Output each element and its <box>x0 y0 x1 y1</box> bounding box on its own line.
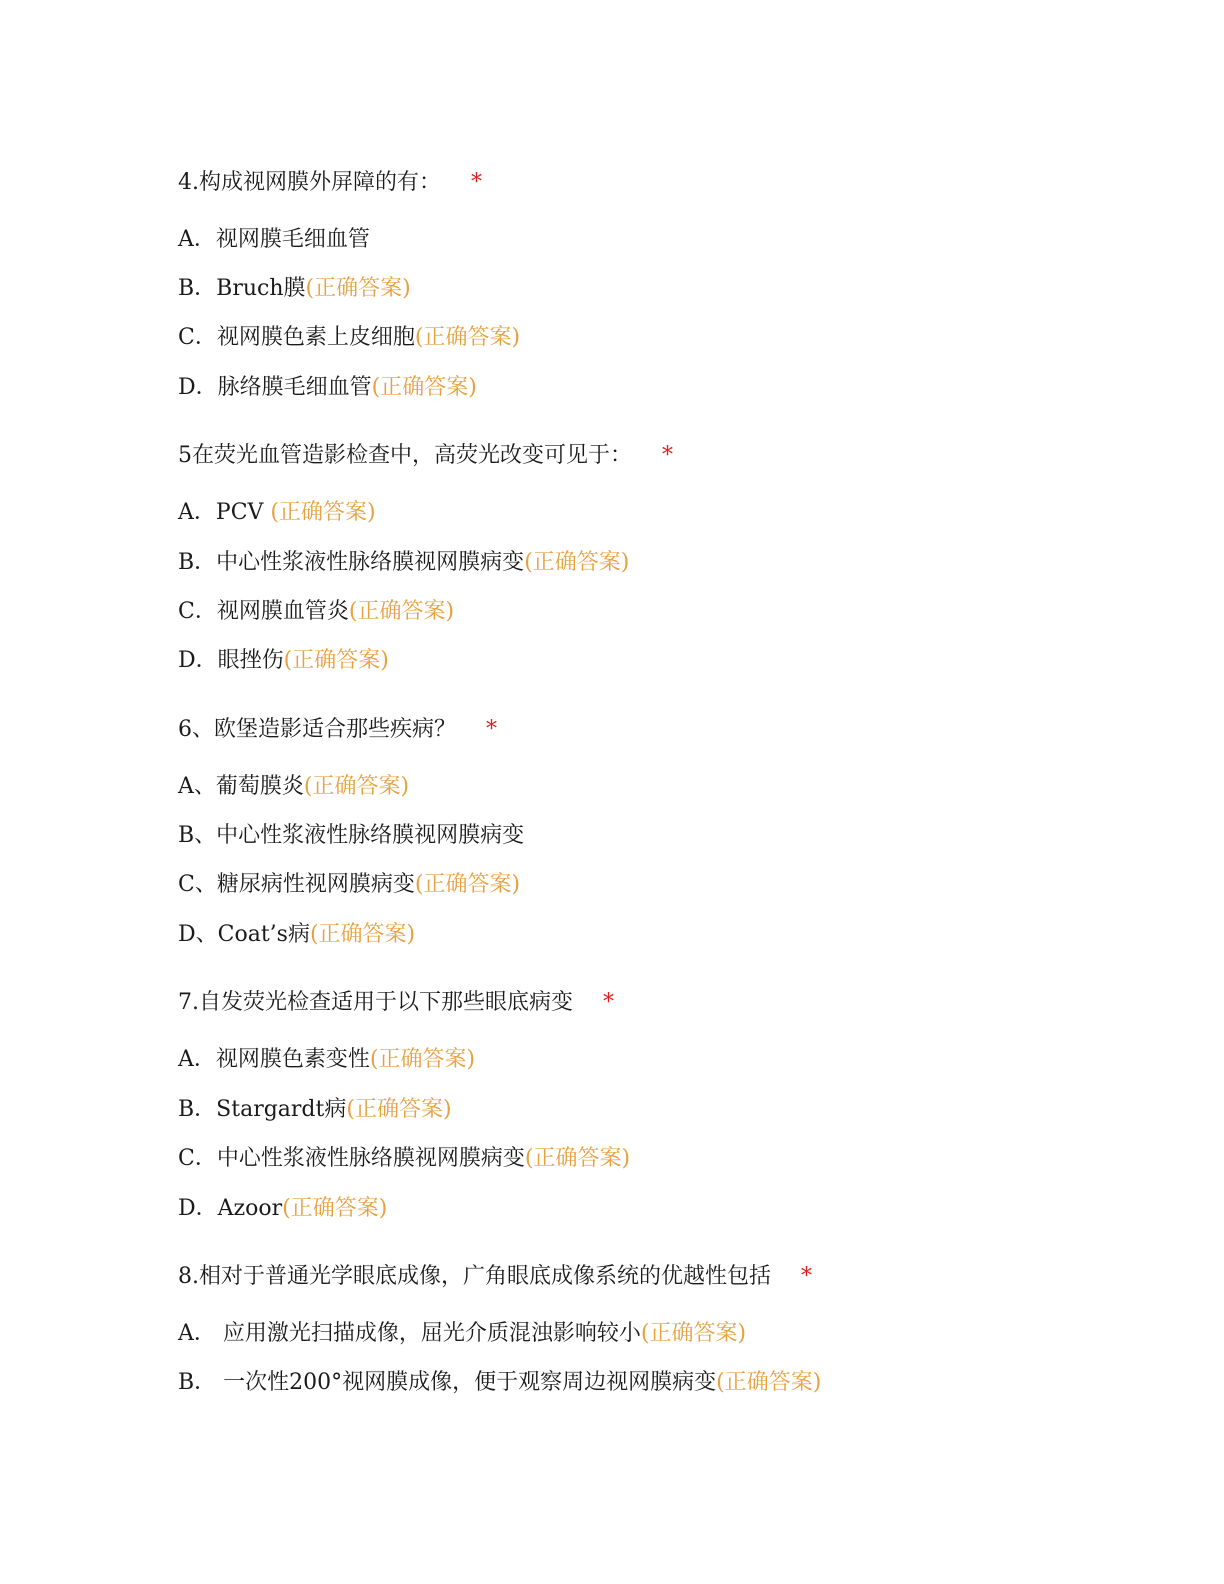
option-prefix: A． <box>178 1047 216 1072</box>
question-title <box>178 988 614 1018</box>
correct-answer-label: (正确答案) <box>640 1321 747 1346</box>
correct-answer-label: (正确答案) <box>346 1097 452 1122</box>
correct-answer-label: (正确答案) <box>348 599 455 624</box>
correct-answer-label: (正确答案) <box>305 276 411 301</box>
correct-answer-label: (正确答案) <box>414 872 521 897</box>
correct-answer-label: (正确答案) <box>524 550 630 575</box>
option-prefix: D． <box>178 375 218 400</box>
option-text: 葡萄膜炎 <box>215 774 304 799</box>
answer-option <box>178 498 376 528</box>
answer-option <box>178 373 477 403</box>
option-prefix: A． <box>178 227 216 252</box>
option-text: 视网膜毛细血管 <box>215 227 370 252</box>
answer-option <box>178 323 520 353</box>
answer-option <box>178 920 415 950</box>
question-text: 4.构成视网膜外屏障的有： <box>178 170 441 195</box>
required-mark: * <box>662 443 673 468</box>
question-text: 8.相对于普通光学眼底成像，广角眼底成像系统的优越性包括 <box>178 1264 771 1289</box>
option-prefix: D、 <box>178 922 218 947</box>
option-text: 中心性浆液性脉络膜视网膜病变 <box>216 1146 525 1171</box>
question-text: 7.自发荧光检查适用于以下那些眼底病变 <box>178 990 573 1015</box>
option-text: 眼挫伤 <box>217 648 284 673</box>
option-text: 视网膜色素变性 <box>215 1047 370 1072</box>
question-title <box>178 715 497 745</box>
option-prefix: B． <box>178 1370 217 1395</box>
answer-option <box>178 1319 746 1349</box>
correct-answer-label: (正确答案) <box>371 375 477 400</box>
correct-answer-label: (正确答案) <box>369 1047 476 1072</box>
question-title <box>178 441 673 471</box>
option-prefix: C、 <box>178 872 217 897</box>
option-text: 中心性浆液性脉络膜视网膜病变 <box>216 823 525 848</box>
option-text: Coat’s病 <box>217 922 310 947</box>
option-prefix: C． <box>178 325 217 350</box>
option-text: 视网膜血管炎 <box>216 599 349 624</box>
option-prefix: A． <box>178 1321 216 1346</box>
required-mark: * <box>471 170 482 195</box>
option-prefix: B． <box>178 1097 217 1122</box>
answer-option <box>178 1045 475 1075</box>
answer-option <box>178 1194 387 1224</box>
option-prefix: B． <box>178 550 217 575</box>
option-prefix: D． <box>178 648 218 673</box>
answer-option <box>178 1144 630 1174</box>
answer-option <box>178 1368 821 1398</box>
option-text: Bruch膜 <box>216 276 306 301</box>
correct-answer-label: (正确答案) <box>309 922 416 947</box>
question-title <box>178 1262 812 1292</box>
option-prefix: C． <box>178 1146 217 1171</box>
option-text: Stargardt病 <box>216 1097 347 1122</box>
question-title <box>178 168 482 198</box>
option-text: 视网膜色素上皮细胞 <box>216 325 415 350</box>
correct-answer-label: (正确答案) <box>303 774 410 799</box>
correct-answer-label: (正确答案) <box>524 1146 631 1171</box>
option-prefix: C． <box>178 599 217 624</box>
answer-option <box>178 821 524 851</box>
option-text: 中心性浆液性脉络膜视网膜病变 <box>216 550 525 575</box>
answer-option <box>178 548 629 578</box>
option-text: 应用激光扫描成像，屈光介质混浊影响较小 <box>215 1321 641 1346</box>
option-text: 糖尿病性视网膜病变 <box>216 872 415 897</box>
answer-option <box>178 772 409 802</box>
option-text: 一次性200°视网膜成像，便于观察周边视网膜病变 <box>216 1370 717 1395</box>
answer-option <box>178 1095 452 1125</box>
correct-answer-label: (正确答案) <box>282 1196 388 1221</box>
option-prefix: A． <box>178 500 216 525</box>
answer-option <box>178 646 389 676</box>
option-prefix: A、 <box>178 774 216 799</box>
correct-answer-label: (正确答案) <box>283 648 389 673</box>
answer-option <box>178 597 454 627</box>
option-prefix: B． <box>178 276 217 301</box>
question-text: 6、欧堡造影适合那些疾病？ <box>178 717 456 742</box>
required-mark: * <box>801 1264 812 1289</box>
correct-answer-label: (正确答案) <box>716 1370 822 1395</box>
answer-option <box>178 225 370 255</box>
option-text: Azoor <box>217 1196 283 1221</box>
answer-option <box>178 274 411 304</box>
option-prefix: D． <box>178 1196 218 1221</box>
option-text: PCV <box>215 500 271 525</box>
question-text: 5在荧光血管造影检查中，高荧光改变可见于： <box>178 443 632 468</box>
correct-answer-label: (正确答案) <box>270 500 376 525</box>
required-mark: * <box>603 990 614 1015</box>
correct-answer-label: (正确答案) <box>414 325 521 350</box>
option-prefix: B、 <box>178 823 217 848</box>
answer-option <box>178 870 520 900</box>
required-mark: * <box>486 717 497 742</box>
option-text: 脉络膜毛细血管 <box>217 375 372 400</box>
